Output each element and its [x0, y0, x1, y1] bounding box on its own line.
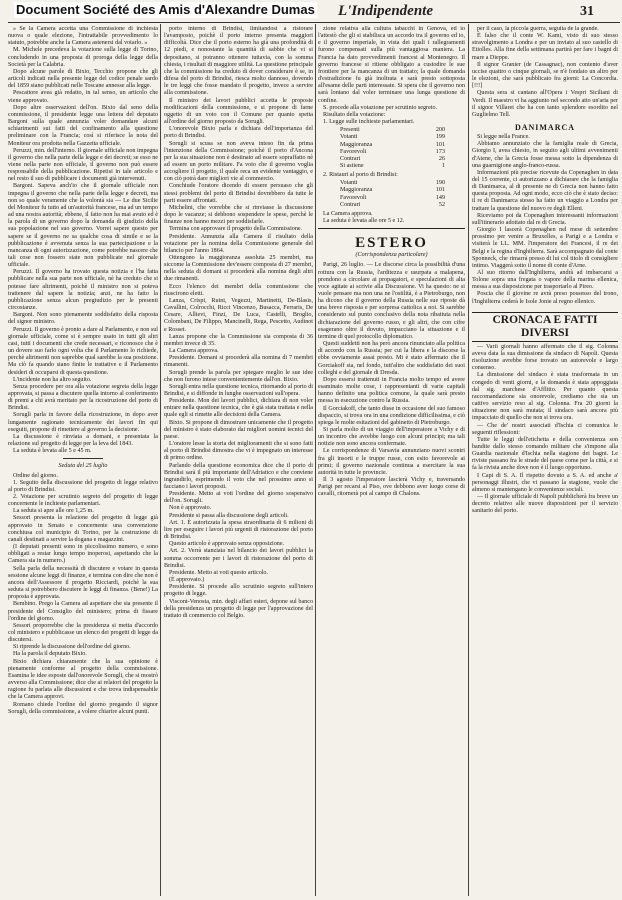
paragraph: Bembino. Prego la Camera ad aspettare che sia presente il presidente del Consiglio del ministero; prima di fissare l'ordine del giorno.: [8, 601, 158, 622]
paragraph: Ottengono la maggioranza assoluta 25 membri, ma siccome la Commissione dev'essere composta di 27 membri, nella seduta di domani si procederà alla nomina degli altri due rimanenti.: [164, 255, 313, 283]
col4-denmark-body: [472, 134, 618, 306]
paragraph: Bargoni. Non sono pienamente soddisfatto della risposta del signor ministro.: [8, 312, 158, 326]
section-divider: [318, 228, 465, 229]
paragraph: Si parla molto di un viaggio dell'imperatore a Vichy e di un incontro che avrebbe luogo con alcuni principi; ma tali notizie non sono ancora confermate.: [318, 426, 465, 448]
paragraph: I Capi di S. A. Il rispetto dovuto a S. A. ed anche a' personaggi illustri, che vi passano la stagione, vuole che almeno si mantengano le convenienze sociali.: [472, 472, 618, 493]
column-3: [318, 26, 465, 896]
paragraph: Risultato della votazione:: [323, 111, 386, 118]
vote-row: [318, 163, 465, 170]
paragraph: Sorugli parla in favore della ricostruzione, in dopo aver lungamente ragionato tecnicamente dei lavori fin qui eseguiti, propone di rimettere al governo la decisione.: [8, 412, 158, 433]
paragraph: — Varii giornali hanno affermato che il sig. Colonna aveva data la sua dimissione da sindaco di Napoli. Questa risoluzione avrebbe forse trovato un autorevole e largo consenso.: [472, 343, 618, 372]
vote-row: [318, 142, 465, 149]
paragraph: Ha la parola il deputato Bixio.: [13, 651, 87, 658]
paragraph: L'incidente non ha altro seguito.: [13, 376, 92, 383]
vote-results-table: [318, 127, 465, 170]
paragraph: — Che de' nostri associati d'Ischia ci comunica le seguenti riflessioni:: [472, 422, 618, 436]
paragraph: Presidente. Metto ai voti l'ordine del giorno sospensivo dell'on. Sorugli.: [164, 491, 313, 505]
section-divider: [63, 458, 103, 459]
estero-heading: ESTERO: [355, 235, 428, 252]
paragraph: Informazioni più precise ricevute da Copenaghen in data del 15 corrente, ci autorizzano a dichiarare che la famiglia di Danimarca, al di presente ne di Grecia non hanno fatto questa proposta. Ad ogni modo, ecco ciò che è stato deciso: il re di Danimarca stesso ha fatto un viaggio a Londra per trattare la questione del nuovo re degli Elleni.: [472, 169, 618, 212]
column-1: [8, 26, 158, 896]
vote-value: 173: [435, 148, 445, 155]
vote-row: [318, 180, 465, 187]
paragraph: (È approvato.): [169, 577, 205, 584]
paragraph: per il caso, la piccola guerra, seguita de la grande.: [477, 26, 599, 32]
col3-foreign-body: [318, 262, 465, 498]
vote-row: [318, 195, 465, 202]
journal-title: L'Indipendente: [338, 3, 434, 19]
paragraph: Presidente si passa alla discussione degli articoli.: [169, 512, 289, 519]
paragraph: Art. 1. È autorizzata la spesa straordinaria di 6 milioni di lire per eseguire i lavori più urgenti di ristorazione del porto di Brindisi.: [164, 519, 313, 541]
vote-results-rows-2: [318, 180, 465, 209]
paragraph: Si riprende la discussione dell'ordine del giorno.: [13, 644, 131, 651]
paragraph: Parigi, 26 luglio. — Le discorse circa la possibilità d'una rottura con la Russia, l'arditezza e usurpata a malapena, prendono a circolare ai propagatori, e speculazioni di alta voce agitate ai scrivie alla Discussione. Vi ha questo: ne si vuole pensare ma non una ne l'ostilità, è a Pietroburgo, non ha dicono che il governo della Russia nelle sue riposte dà una breve risposta e per sorpresa cattolica a noi. Si sarebbe considerato sul punto conclusivo della nota ribattuta nella dichiarazione del governo russo, e gli altri, che con cifre esagerano oltre il dovuto, impacciano la situazione e il termine di quel protocollo diplomatico.: [318, 262, 465, 340]
paragraph: L'oratore lesse la storia dei miglioramenti che si sono fatti al porto di Brindisi dimostra che vi è impegnato un interesse di primo ordine.: [164, 441, 313, 462]
paragraph: Il ministro dei lavori pubblici accetta le proposte modificazioni della commissione, e si propone di farne oggetto di un voto con il Comune per quanto spetta all'ordine del giorno proposto da Sorugli.: [164, 97, 313, 126]
paragraph: Presidente. Annunzia alla Camera il risultato della votazione per la nomina della Commissione generale del bilancio per l'anno 1864.: [164, 233, 313, 254]
paragraph: Riceviamo poi da Copenaghen interessanti informazioni sull'itinerario adottato dal re di Grecia.: [472, 212, 618, 226]
paragraph: Pescattore avea già redatto, in tal senso, un articolo che viene approvato.: [8, 90, 158, 104]
column-divider: [468, 24, 469, 896]
paragraph: La seduta si apre alle ore 1,25 m.: [13, 508, 94, 515]
paragraph: Presidente. Domani si procederà alla nomina di 7 membri rimanenti.: [164, 355, 313, 369]
col1-session-body: [8, 473, 158, 716]
vote-value: 101: [435, 187, 445, 194]
paragraph: La Camera approva.: [169, 348, 219, 355]
header-rule: [8, 22, 620, 23]
vote-value: 199: [435, 134, 445, 141]
vote-label: Favorevoli: [340, 148, 367, 155]
column-divider: [160, 24, 161, 896]
paragraph: Sella parla della necessità di discutere e votare in questa sessione alcune leggi di finanze, e termina con dire che non è ancora dell'Assessore il progetto Ricciardi, poichè la sua seduta si potrebbero discutere le leggi di finanza. (Bene!) La proposta è approvata.: [8, 565, 158, 601]
paragraph: L'onorevole Bixio parla e dichiara dell'importanza del porto di Brindisi.: [164, 126, 313, 140]
vote-label: Si astiene: [340, 162, 364, 169]
paragraph: 2. Votazione per scrutinio segreto del progetto di legge concernente le inchieste parlamentari.: [8, 494, 158, 508]
paragraph: Viscont-Venosta, min. degli affari esteri, depone sul banco della presidenza un progetto di legge per l'approvazione del trattato di commercio col Belgio.: [164, 598, 313, 619]
vote-label: Contrari: [340, 201, 361, 208]
paragraph: (I deputati presenti sono in piccolissimo numero, e sono obbligati a restar lungo tempo inoperosi, aspettando che la Camera sia in numero.): [8, 544, 158, 565]
paragraph: Il Gorciakoff, che tanto disse in occasione del suo famoso dispaccio, si trova ora in una condizione difficilissima, e ciò spiega le molte esitazioni del gabinetto di Pietroburgo.: [318, 405, 465, 426]
paragraph: Sessori proporrebbe che la presidenza si metta d'accordo col ministero e pubblicasse un elenco dei progetti di legge da discutersi.: [8, 622, 158, 644]
paragraph: Il signor Granier (de Cassagnac), non contento d'aver uccise quattro o cinque giornali, se n'è fondato un altro per le elezioni, che sarà pubblicato fra giorni: La Concordia. [!!!]: [472, 61, 618, 90]
vote-results-rows: [318, 127, 465, 170]
paragraph: Peruzzi. Il governo è pronto a dare al Parlamento, e non sul giornale ufficiale, come si è sempre usato in tutti gli altri casi, tutti i documenti che crede necessari, e riconosce che è un dovere suo farlo ogni volta che il Parlamento lo richiede, perchè altrimenti non saprebbe qual sarebbe la sua posizione. Ma ciò fa quando siano finite le trattative e il Parlamento desideri di occuparsi di questa questione.: [8, 326, 158, 376]
paragraph: La discussione è rinviata a domani, e presentata la relazione sul progetto di legge per la leva del 1843.: [8, 433, 158, 448]
vote-row: [318, 149, 465, 156]
denmark-heading: DANIMARCA: [514, 123, 576, 133]
paragraph: Le corrispondenze di Varsavia annunziano nuovi scontri fra gli insorti e le truppe russe, con esito favorevole ai primi; il governo nazionale continua a esercitare la sua autorità in tutte le provincie.: [318, 448, 465, 476]
column-2: [164, 26, 313, 896]
paragraph: S. procede alla votazione per scrutinio segreto.: [323, 104, 438, 111]
paragraph: Bixio dichiara chiaramente che la sua opinione è pienamente conforme al progetto della commissione. Esamina le idee esposte dall'onorevole Sorugli, che si mostrò avverso alla Commissione; dice che ai relatori del progetto la ragione fu parlata alle discussioni e che trova indispensabile che la Camera approvi.: [8, 658, 158, 701]
estero-subheading: (Corrispondenza particolare): [355, 252, 428, 259]
paragraph: zione relativa alla cultura tabacchi in Genova, ed io l'attestò che gli si stabilisca un accordo tra il governo ed io, e il governo imperiale, in vista dei quali i rallegramenti furono compensati sulla più vantaggiosa maniera. La Francia ha dato provvedimenti francesi al Montenegro. Il governo francese si ritiene obbligato a custodire le sue frontiere per la mancanza di un trattato; la quale domanda d'estradizione fu già inoltrata e sarà presto sottoposta all'esame delle parti interessate. Si spera che il governo non sarà lontano dal voler terminare una lunga questione di confine.: [318, 26, 465, 104]
paragraph: Art. 2. Verrà stanziata nel bilancio dei lavori pubblici la somma occorrente per i lavori di ristorazione del porto di Brindisi.: [164, 548, 313, 569]
paragraph: Questo articolo è approvato senza opposizione.: [169, 541, 285, 548]
col4-body: [472, 26, 618, 119]
paragraph: Dopo alcune parole di Bixio, Tecchio propone che gli articoli indicati nella presente legge del codice penale sardo del 1859 siano pubblicati nelle Toscane annesse alla legge.: [8, 68, 158, 90]
vote-value: 200: [435, 127, 445, 134]
col3-closing: [318, 211, 465, 225]
paragraph: La dimissione del sindaco è stata trasformata in un congedo di venti giorni, e la domanda è stata appoggiata dal sig. marchese d'Afflitto. Per quanto questa raccomandazione sia onorevole, crediamo che sia un cattivo servizio reso al sig. Colonna. Fra 20 giorni la situazione non sarà mutata; il sindaco sarà ancora più impacciato di quello che non si trova ora.: [472, 372, 618, 422]
col3-body: [318, 26, 465, 126]
vote-value: 52: [438, 201, 445, 208]
paragraph: Questa sera si cantano all'Opera i Vespri Siciliani di Verdi. Il maestro vi ha aggiunto nel secondo atto un'aria per il signor Villaret che ha con tanto splendore esordito nel Guglielmo Tell.: [472, 90, 618, 118]
vote-row: [318, 134, 465, 141]
paragraph: Il 3 agosto l'imperatore lascierà Vichy e, traversando Parigi per recarsi al Piso, ove debbono aver luogo corse di cavalli, ritornerà poi al campo di Chalons.: [318, 477, 465, 498]
paragraph: La Camera approva.: [323, 210, 373, 217]
vote-value: 26: [438, 155, 445, 162]
paragraph: Dopo altre osservazioni dell'on. Bixio dal seno della commissione, il presidente legge una lettera del deputato Bargoni sulla quale annunzia voler domandare alcuni schiarimenti sui fatti del confinamento alla questione preliminare con la Francia; così si riferisce la nota del Moniteur ora prodotta nella Gazzetta ufficiale.: [8, 104, 158, 147]
paragraph: Bargoni. Sapeva anch'io che il giornale ufficiale non impegna il governo che nella parte della legge e decreti, ma non so quale veramente che la volontà sia — Le due Sicilie del Moniteur fu tutto ad un'autorità francese, ma ad un tempo ad una nostra autorità; ebbene, il fatto non ha mai avuto ed è la parola di un governo dopo la domanda di giudizio della sua popolazione nel suo governo. Vorrei sapere questo per sapere se il governo ne sa qualche cosa di simile e se la pubblicazione è avvenuta senza la sua partecipazione e la mancanza di ogni autorizzazione, come potrebbe nascere che tali cose non fossero state non pubblicate nel giornale ufficiale.: [8, 183, 158, 269]
paragraph: Sorugli entra nella questione tecnica, ritornando al porto di Brindisi, e si diffonde in lunghe osservazioni sull'opera.: [164, 383, 313, 397]
paragraph: M. Michele precedeva la votazione sulla legge di Torino, concludendo in una proposta di proroga della legge della Società per la Calabria.: [8, 47, 158, 68]
paragraph: È falso che il conte W. Kami, visto di suo stesso stravolgimento a Londra e per un inviato al suo castello di Etiolles. Alla fine della settimana partirà per fare i bagni di mare a Dieppe.: [472, 33, 618, 61]
chronicle-heading: CRONACA E FATTI DIVERSI: [472, 312, 618, 342]
paragraph: Parlando della questione economica dice che il porto di Brindisi sarà il più importante dell'Adriatico e che conviene ingrandirlo, esprimendo il voto che nel prossimo anno si facciano i lavori proposti.: [164, 462, 313, 490]
vote-value: 149: [435, 194, 445, 201]
paragraph: Abbiamo annunziato che la famiglia reale di Grecia, Giorgio I, avea chiesto, in seguito agli ultimi avvenimenti d'Atene, che la Grecia fosse messa sotto la dipendenza di una guarnigione anglo-franco-russa.: [472, 141, 618, 169]
paragraph: La seduta è levata alle ore 5 e 12.: [323, 218, 405, 225]
paragraph: Tutte le leggi dell'etichetta e della convenienza son bandite dallo stesso comando militare che s'impone alla Guardia nazionale d'Ischia nella stagione dei bagni. Le riviste passano fra le strade del paese come per la città, e si fa la rivista anche dove non è il luogo opportuno.: [472, 436, 618, 472]
paragraph: Questi suddetti non ha però ancora rinunciato alla politica di accordo con la Russia; per cui la libera e la discorse la ebbe ovviamente assai presto. Mi è stato affermato che il Gorciakoff sia, nel fondo, tutt'altro che soddisfatto dei suoi colleghi e del giornale di Dresda.: [318, 341, 465, 376]
paragraph: Presidente. Metto ai voti questo articolo.: [169, 569, 269, 576]
vote-label: Votanti: [340, 180, 358, 187]
vote-value: 1: [441, 162, 445, 169]
vote-label: Maggioranza: [340, 141, 373, 148]
paragraph: Presidente. Si procede allo scrutinio segreto sull'intero progetto di legge.: [164, 584, 313, 598]
vote-label: Presenti: [340, 127, 360, 134]
col2-body-2: [164, 234, 313, 620]
paragraph: Giorgio I lascerà Copenaghen nel mese di settembre prossimo per venire a Bruxelles, a Parigi e a Londra e visiterà le LL. MM. l'imperatore dei Francesi, il re dei Belgi e la regina d'Inghilterra. Sarà accompagnato dal conte Sponneck, che rimarrà presso di lui col titolo di consigliere intimo. Viaggerà sotto il nome di conte d'Arne.: [472, 227, 618, 269]
paragraph: » Se la Camera accetta una Commissione di inchiesta nuova o quale elezione, l'intrattabile provvedimento lo statuto, potrebbe anche la Camera astenersi dal votarlo. »: [8, 26, 158, 47]
vote-row: [318, 156, 465, 163]
vote-label: Contrari: [340, 155, 361, 162]
paragraph: Michelini, che vorrebbe che si rinviasse la discussione dopo le vacanze; si debbono sospendere le spese, perchè le finanze non hanno mezzi per soddisfarle.: [164, 204, 313, 226]
paragraph: Sessori presenta la relazione del progetto di legge già approvato in Senato e concernente una convenzione conchiusa col municipio di Torino, per la costruzione di canali destinati a servire la dogana e magazzini.: [8, 515, 158, 543]
col2-body: [164, 26, 313, 234]
paragraph: Romano chiede l'ordine del giorno pregando il signor Sorugli, della commissione, a volere chiarire alcuni punti.: [8, 701, 158, 715]
paragraph: Termina con approvare il progetto della Commissione.: [169, 226, 303, 233]
vote-value: 190: [435, 180, 445, 187]
vote-value: 101: [435, 141, 445, 148]
column-4: [472, 26, 618, 896]
paragraph: Lanza, Crispi, Ruini, Vegezzi, Martinetti, De-Blasis, Cavallini, Colrocchi, Ricci Vincenzo, Busacca, Ferraris, De Cesare, Allievi, Finzi, De Luca, Castelli, Broglio, Colombani, De Filippo, Mancinelli, Rega, Pescetto, Audinot e Rosset.: [164, 297, 313, 333]
vote-row: [318, 202, 465, 209]
paragraph: Lanza propone che la Commissione sia composta di 36 membri invece di 35.: [164, 333, 313, 347]
vote-label: Votanti: [340, 134, 358, 141]
masthead: [0, 0, 622, 22]
paragraph: Non è approvato.: [169, 505, 212, 512]
col4-chronicle-body: [472, 344, 618, 516]
paragraph: Dopo essersi trattenuti in Francia molto tempo ed avere esaminato molte cose, i rappresentanti di varie capitali hanno definito una politica comune, la quale sarà presto messa in esecuzione contro la Russia.: [318, 376, 465, 405]
paragraph: Conchiude l'oratore dicendo di essere persuaso che gli stessi problemi del porto di Brindisi dovrebbero da tutte le parti essere affrontati.: [164, 183, 313, 204]
vote-row: [318, 127, 465, 134]
vote-label: Maggioranza: [340, 187, 373, 194]
paragraph: Si legge nella France.: [477, 134, 530, 141]
vote-results-table-2: [318, 180, 465, 209]
paragraph: Poscia che il giovine re avrà preso possesso del trono, l'Inghilterra cederà le Isole Jonie al regno ellenico.: [472, 291, 618, 305]
paragraph: Bixio. Si propone di dimostrare unicamente che il progetto del ministro è stato elaborato dai migliori uomini tecnici del paese.: [164, 419, 313, 440]
paragraph: Sorugli si scusa se non aveva inteso fin da prima l'intenzione della Commissione; poichè il porto d'Ancona per la sua situazione non è destinato ad essere sopraffatto nè ad essere un porto militare. Fa voto che il governo voglia accogliere il progetto, il quale reca un evidente vantaggio, e con ciò potrà dare migliori vie al commercio.: [164, 140, 313, 183]
paragraph: La seduta è levata alle 5 e 45 m.: [13, 448, 92, 455]
paragraph: 1. Seguito della discussione del progetto di legge relativo al porto di Brindisi.: [8, 479, 158, 493]
paragraph: Ecco l'elenco dei membri della commissione che riuscirono eletti.: [164, 283, 313, 297]
vote-label: Favorevoli: [340, 194, 367, 201]
paragraph: — Il giornale ufficiale di Napoli pubblicherà fra breve un decreto relativo alle nuove disposizioni per il servizio sanitario del porto.: [472, 494, 618, 515]
paragraph: Peruzzi. Il governo ha trovato questa notizia e l'ha fatta pubblicare nella sua parte non ufficiale, nè ha creduto che si potesse fare altrimenti, poichè il ministro non si poteva trattenere dal sapere la notizia; anzi, ne ha fatto la pubblicazione senza alcun pregiudizio per le presenti circostanze.: [8, 269, 158, 312]
vote-row: [318, 187, 465, 194]
archive-watermark: Document Société des Amis d'Alexandre Dumas: [16, 2, 315, 17]
paragraph: Senza procedere per ora alla votazione segreta della legge approvata, si passa a discutere quella intorno al conferimento di premi a chi avrà meritato per la ricostruzione del porto di Brindisi.: [8, 383, 158, 412]
page-number: 31: [580, 4, 594, 19]
paragraph: Ordine del giorno.: [13, 472, 58, 479]
column-divider: [315, 24, 316, 896]
session-title: Seduta del 25 luglio: [58, 463, 108, 470]
col1-body: [8, 26, 158, 455]
paragraph: porto interno di Brindisi, limitandosi a ristorare l'avamposto, poichè il porto interno presenta maggiori difficoltà. Dice che il porto esterno ha già una profondità di 12 piedi, e nonostante la quantità di sabbie che vi si depositano, si potranno ottenere tuttavia, con la somma chiesta, i risultati di maggiore utilità. La questione principale che la commissione ha creduto di dover considerare è se, in difesa del porto di Brindisi, riesca molto dannoso, dovendo le tre leggi che fosse mandato il progetto, invece a servire alla commissione.: [164, 26, 313, 97]
paragraph: Presidente. Mon dei lavori pubblici, dichiara di non voler entrare nella questione tecnica, che è già stata trattata e nella quale egli si rimette alle decisioni della Camera.: [164, 398, 313, 419]
paragraph: Sorugli prende la parola per spiegare meglio le sue idee che non furono intese convenientemente dall'on. Bixio.: [164, 369, 313, 383]
paragraph: Al suo ritorno dall'Inghilterra, andrà ad imbarcarsi a Tolone sopra una fregata o vapore della marina ellenica, messa a sua disposizione per trasportarlo al Pireo.: [472, 270, 618, 291]
paragraph: 1. Legge sulle inchieste parlamentari.: [323, 119, 415, 126]
vote2-title: 2. Ristauri al porto di Brindisi:: [323, 172, 398, 179]
paragraph: Peruzzi, min. dell'interno. Il giornale ufficiale non impegna il governo che nella parte della legge e dei decreti; se esso ne viene nella parte non ufficiale, il governo non può essere responsabile della pubblicazione. Ripetisi in tale articolo e nel resto il suo di pubblicare i documenti già intervenuti.: [8, 147, 158, 183]
